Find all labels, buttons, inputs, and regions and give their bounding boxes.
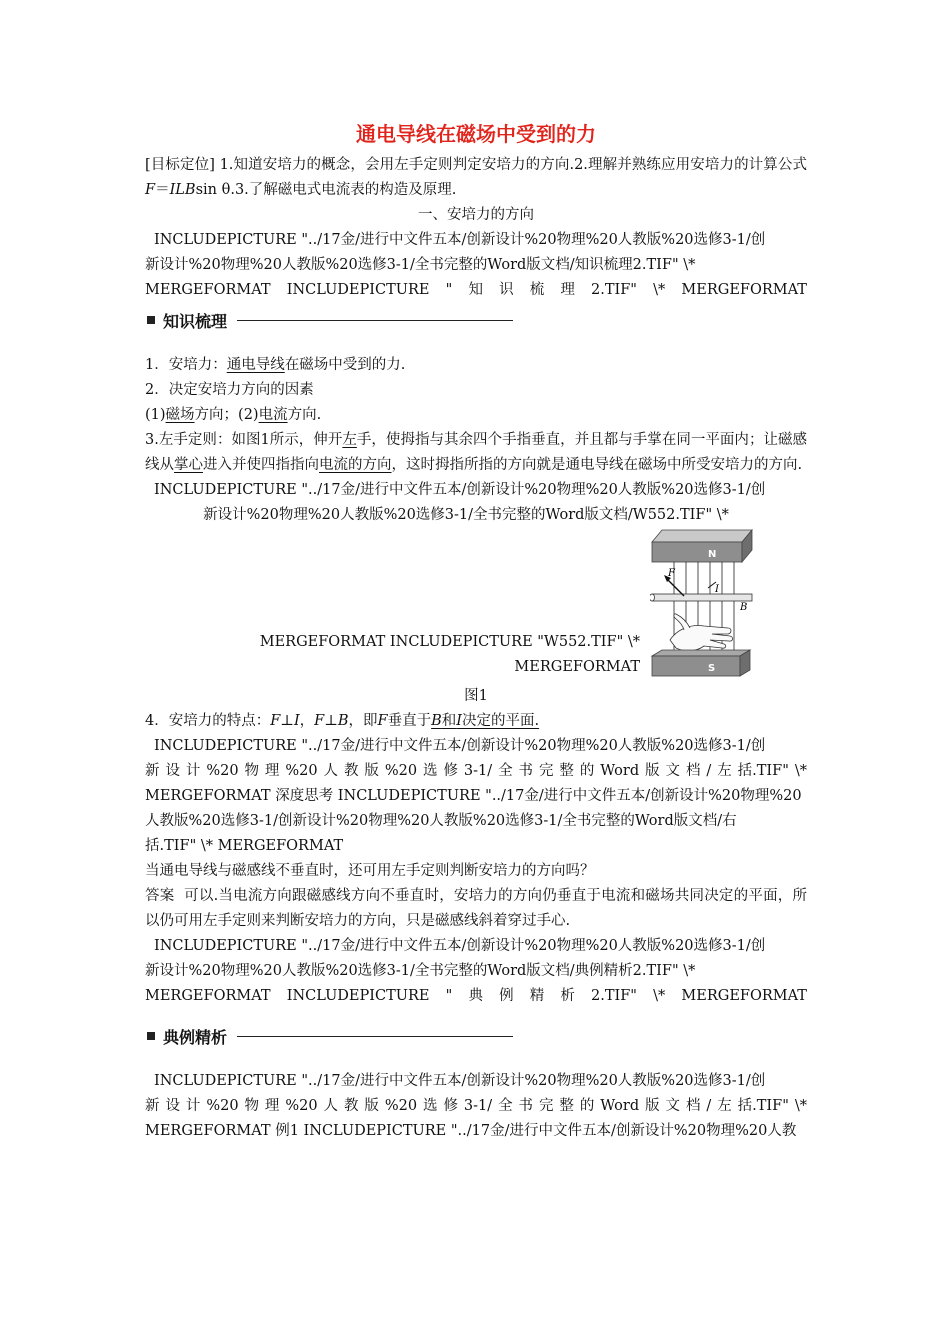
field-token: 人 — [323, 1098, 339, 1114]
field-token: 括.TIF" — [737, 763, 789, 779]
field-token: 版 — [645, 763, 660, 779]
item-4-mid2: 垂直于 — [387, 713, 432, 729]
field-token: 梳 — [529, 282, 545, 298]
field-token: Word — [600, 763, 640, 779]
field-token: 教 — [343, 763, 359, 779]
field-token: 设 — [165, 1098, 180, 1114]
include-field-3d: 人教版%20选修3-1/创新设计%20物理%20人教版%20选修3-1/全书完整的Word版文档/右 — [145, 813, 737, 829]
field-token: 版 — [364, 1098, 379, 1114]
sub-b: 方向；(2) — [194, 407, 259, 423]
item-1 — [145, 353, 807, 378]
include-field-1b: 新设计%20物理%20人教版%20选修3-1/全书完整的Word版文档/知识梳理2.TIF" \* — [145, 257, 696, 273]
section-heading-1: 一、安培力的方向 — [418, 207, 534, 223]
field-token: 人 — [323, 763, 339, 779]
field-token: " — [445, 282, 453, 298]
field-token: 修 — [443, 1098, 458, 1114]
include-field-3a: INCLUDEPICTURE "../17金/进行中文件五本/创新设计%20物理%20人教版%20选修3-1/创 — [154, 738, 766, 754]
field-token: %20 — [285, 763, 318, 779]
item-1-suffix: 在磁场中受到的力. — [284, 357, 406, 373]
field-token: 全 — [498, 763, 513, 779]
field-token: 完 — [538, 1098, 554, 1114]
document-page — [145, 118, 807, 1144]
field-token: / — [706, 763, 712, 779]
include-field-4a: INCLUDEPICTURE "../17金/进行中文件五本/创新设计%20物理%20人教版%20选修3-1/创 — [154, 938, 766, 954]
item-2-sub — [145, 403, 807, 428]
item-4 — [145, 709, 807, 734]
header-rule — [237, 320, 513, 321]
include-field-2c: MERGEFORMAT INCLUDEPICTURE "W552.TIF" \* MERGEFORMAT — [259, 634, 640, 675]
field-token: 左 — [717, 1098, 732, 1114]
var-i: I — [456, 713, 462, 729]
field-token: 理 — [560, 282, 575, 298]
field-token: 3-1/ — [463, 763, 493, 779]
field-token: 新 — [145, 1098, 160, 1114]
learning-goals — [145, 153, 807, 203]
field-token: 物 — [244, 763, 259, 779]
field-token: 修 — [443, 763, 458, 779]
answer-current: 电流 — [258, 407, 288, 423]
field-token: 整 — [559, 763, 574, 779]
current-label: I — [715, 584, 719, 595]
goal-text: 1.知道安培力的概念，会用左手定则判定安培力的方向.2.理解并熟练应用安培力的计算公式 — [219, 157, 807, 173]
field-token: 档 — [685, 1098, 701, 1114]
include-field-3c: MERGEFORMAT 深度思考 INCLUDEPICTURE "../17金/进行中文件五本/创新设计%20物理%20 — [145, 788, 802, 804]
think-question: 当通电导线与磁感线不垂直时，还可用左手定则判断安培力的方向吗？ — [145, 863, 595, 879]
figure-row — [145, 528, 807, 684]
include-field-5b — [145, 1094, 807, 1119]
include-field-5a: INCLUDEPICTURE "../17金/进行中文件五本/创新设计%20物理%20人教版%20选修3-1/创 — [154, 1073, 766, 1089]
include-field-5c: MERGEFORMAT 例1 INCLUDEPICTURE "../17金/进行中文件五本/创新设计%20物理%20人教 — [145, 1123, 797, 1139]
field-token: 完 — [538, 763, 554, 779]
magnet-hand-illustration — [650, 528, 755, 680]
formula-f: F — [145, 182, 156, 198]
plane-text: 决定的平面. — [461, 713, 540, 729]
item-1-prefix: 1．安培力： — [145, 357, 227, 373]
goal-label: [目标定位] — [145, 157, 215, 173]
field-token: 典 — [468, 988, 483, 1004]
field-token: 教 — [343, 1098, 359, 1114]
field-token: 的 — [579, 763, 595, 779]
var-i: I — [293, 713, 300, 729]
field-token: / — [706, 1098, 712, 1114]
field-token: %20 — [384, 763, 418, 779]
include-field-1a: INCLUDEPICTURE "../17金/进行中文件五本/创新设计%20物理%20人教版%20选修3-1/创 — [154, 232, 766, 248]
formula-eq: ＝ — [155, 182, 170, 198]
answer-magnetic-field: 磁场 — [165, 407, 195, 423]
force-label: F — [668, 568, 675, 579]
field-token: MERGEFORMAT — [681, 282, 807, 298]
field-token: 例 — [499, 988, 514, 1004]
var-f: F — [377, 713, 388, 729]
field-token: %20 — [206, 763, 239, 779]
answer-plane — [431, 713, 539, 729]
item-3-a: 3.左手定则：如图1所示，伸开 — [145, 432, 343, 448]
include-field-2a: INCLUDEPICTURE "../17金/进行中文件五本/创新设计%20物理%20人教版%20选修3-1/创 — [154, 482, 766, 498]
field-token: 知 — [468, 282, 483, 298]
item-4-a: 4．安培力的特点： — [145, 713, 271, 729]
field-token: INCLUDEPICTURE — [286, 282, 430, 298]
item-3-d: ，这时拇指所指的方向就是通电导线在磁场中所受安培力的方向. — [391, 457, 803, 473]
square-bullet-icon — [147, 1032, 155, 1040]
field-token: 选 — [423, 763, 438, 779]
perp-symbol: ⊥ — [324, 713, 338, 729]
field-token: %20 — [206, 1098, 239, 1114]
answer-paragraph — [145, 884, 807, 934]
field-token: 设 — [165, 763, 180, 779]
field-token: 3-1/ — [463, 1098, 493, 1114]
field-token: 括.TIF" — [737, 1098, 789, 1114]
answer-text: 可以.当电流方向跟磁感线方向不垂直时，安培力的方向仍垂直于电流和磁场共同决定的平面，所以仍可用左手定则来判断安培力的方向，只是磁感线斜着穿过手心. — [145, 888, 808, 929]
include-field-1c — [145, 278, 807, 303]
field-token: \* — [794, 763, 807, 779]
field-token: \* — [794, 1098, 807, 1114]
field-token: 识 — [499, 282, 514, 298]
field-token: 文 — [665, 1098, 681, 1114]
field-token: \* — [653, 282, 666, 298]
var-b: B — [337, 713, 349, 729]
field-token: INCLUDEPICTURE — [286, 988, 430, 1004]
item-3-b: 手，使拇指与其余四个手指垂直，并且都与手掌在同一平面内；让磁感线从 — [145, 432, 808, 473]
include-field-2b: 新设计%20物理%20人教版%20选修3-1/全书完整的Word版文档/W552.TIF" \* — [203, 507, 729, 523]
include-field-4b: 新设计%20物理%20人教版%20选修3-1/全书完整的Word版文档/典例精析2.TIF" \* — [145, 963, 696, 979]
field-token: \* — [653, 988, 666, 1004]
field-token: 版 — [364, 763, 379, 779]
field-token: 书 — [518, 1098, 534, 1114]
examples-section-header — [145, 1021, 807, 1051]
examples-header-label: 典例精析 — [163, 1027, 228, 1047]
field-token: 全 — [498, 1098, 513, 1114]
field-token: " — [445, 988, 453, 1004]
field-token: MERGEFORMAT — [145, 282, 271, 298]
page-title: 通电导线在磁场中受到的力 — [356, 122, 596, 146]
sub-a: (1) — [145, 407, 166, 423]
goal-tail: sin θ.3.了解磁电式电流表的构造及原理. — [195, 182, 457, 198]
square-bullet-icon — [147, 316, 155, 324]
field-token: 2.TIF" — [591, 282, 637, 298]
field-token: %20 — [384, 1098, 418, 1114]
answer-left: 左 — [342, 432, 357, 448]
figure-caption: 图1 — [464, 688, 488, 704]
field-token: 物 — [244, 1098, 259, 1114]
field-token: 文 — [665, 763, 681, 779]
left-hand-rule-figure — [650, 528, 755, 684]
sub-c: 方向. — [287, 407, 322, 423]
answer-current-direction: 电流的方向 — [319, 457, 392, 473]
field-token: 计 — [185, 763, 201, 779]
var-f: F — [270, 713, 281, 729]
field-token: 书 — [518, 763, 534, 779]
sep: ， — [299, 713, 315, 729]
field-token: 选 — [423, 1098, 438, 1114]
var-b: B — [431, 713, 442, 729]
field-token: %20 — [285, 1098, 318, 1114]
field-token: 理 — [264, 1098, 280, 1114]
and-word: 和 — [441, 713, 457, 729]
answer-palm: 掌心 — [174, 457, 203, 473]
knowledge-section-header — [145, 305, 807, 335]
field-token: 档 — [685, 763, 701, 779]
field-token: 理 — [264, 763, 280, 779]
field-token: 计 — [185, 1098, 201, 1114]
field-token: Word — [600, 1098, 640, 1114]
field-token: 的 — [579, 1098, 595, 1114]
south-pole-label: S — [708, 663, 716, 674]
field-token: 左 — [717, 763, 732, 779]
field-token: MERGEFORMAT — [145, 988, 271, 1004]
answer-label: 答案 — [145, 888, 175, 904]
include-field-4c — [145, 984, 807, 1009]
item-3-c: 进入并使四指指向 — [203, 457, 319, 473]
field-token: 2.TIF" — [591, 988, 637, 1004]
var-f: F — [314, 713, 325, 729]
item-3 — [145, 428, 807, 478]
include-field-3e: 括.TIF" \* MERGEFORMAT — [145, 838, 344, 854]
include-field-3b — [145, 759, 807, 784]
field-token: 版 — [645, 1098, 660, 1114]
field-token: 新 — [145, 763, 160, 779]
field-label: B — [740, 602, 748, 613]
item-4-mid: ，即 — [348, 713, 378, 729]
header-rule — [237, 1036, 513, 1037]
field-token: 析 — [560, 988, 575, 1004]
item-2: 2．决定安培力方向的因素 — [145, 382, 314, 398]
item-1-answer: 通电导线 — [226, 357, 285, 373]
knowledge-header-label: 知识梳理 — [163, 311, 228, 331]
north-pole-label: N — [708, 549, 717, 560]
field-token: MERGEFORMAT — [681, 988, 807, 1004]
perp-symbol: ⊥ — [280, 713, 294, 729]
field-token: 精 — [529, 988, 545, 1004]
formula-ilb: ILB — [169, 182, 196, 198]
field-token: 整 — [559, 1098, 574, 1114]
